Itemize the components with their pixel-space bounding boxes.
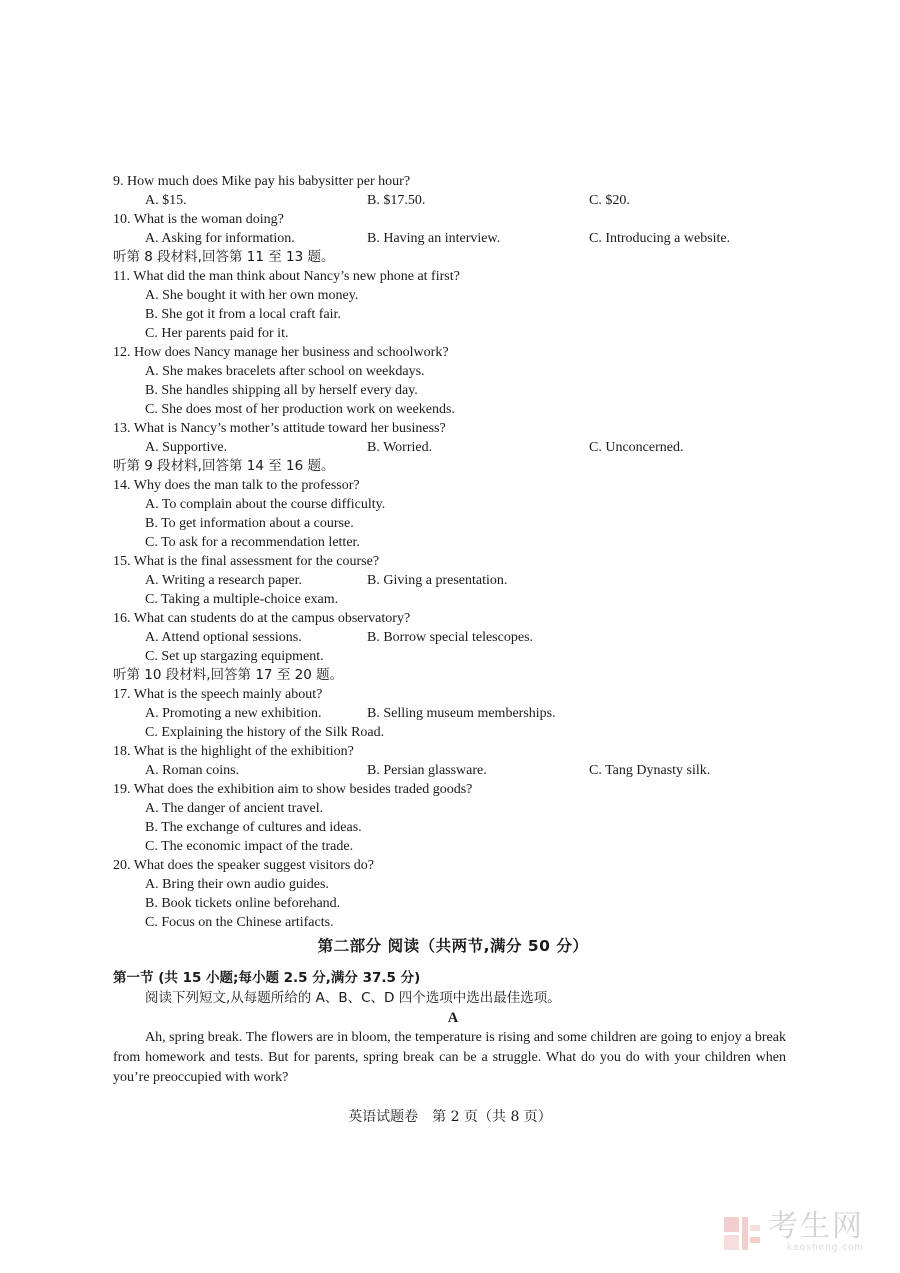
question-11-stem: 11. What did the man think about Nancy’s new phone at first? — [113, 269, 460, 284]
option-c: C. Unconcerned. — [589, 440, 684, 455]
option-a: A. The danger of ancient travel. — [145, 801, 324, 816]
option-a: A. Supportive. — [145, 440, 228, 455]
question-20-stem: 20. What does the speaker suggest visitors do? — [113, 858, 375, 873]
reading-instruction: 阅读下列短文,从每题所给的 A、B、C、D 四个选项中选出最佳选项。 — [145, 990, 561, 1006]
option-b: B. Having an interview. — [367, 231, 501, 246]
watermark-en: kaosheng.com — [786, 1242, 864, 1253]
question-13-options — [113, 438, 793, 457]
kaosheng-logo-icon — [722, 1213, 762, 1253]
option-c: C. $20. — [589, 193, 630, 208]
option-b: B. To get information about a course. — [145, 516, 354, 531]
question-9-options — [113, 191, 793, 210]
option-c: C. Introducing a website. — [589, 231, 731, 246]
question-19-stem: 19. What does the exhibition aim to show besides traded goods? — [113, 782, 473, 797]
option-a: A. She bought it with her own money. — [145, 288, 359, 303]
option-c: C. Taking a multiple-choice exam. — [145, 592, 339, 607]
option-b: B. $17.50. — [367, 193, 426, 208]
question-13-stem: 13. What is Nancy’s mother’s attitude toward her business? — [113, 421, 446, 436]
option-c: C. Set up stargazing equipment. — [145, 649, 324, 664]
question-12-stem: 12. How does Nancy manage her business and schoolwork? — [113, 345, 449, 360]
page-content — [113, 172, 793, 1088]
option-c: C. To ask for a recommendation letter. — [145, 535, 360, 550]
passage-paragraph: Ah, spring break. The flowers are in bloom, the temperature is rising and some children are going to enjoy a break from homework and tests. But for parents, spring break can be a struggle. What do you do with your children when you’re preoccupied with work? — [113, 1030, 786, 1085]
question-9-stem: 9. How much does Mike pay his babysitter per hour? — [113, 174, 411, 189]
question-14-stem: 14. Why does the man talk to the professor? — [113, 478, 360, 493]
option-a: A. Promoting a new exhibition. — [145, 706, 322, 721]
section-one-title: 第一节 (共 15 小题;每小题 2.5 分,满分 37.5 分) — [113, 970, 421, 986]
watermark — [722, 1209, 864, 1253]
option-a: A. She makes bracelets after school on weekdays. — [145, 364, 425, 379]
option-b: B. Giving a presentation. — [367, 573, 508, 588]
passage-label: A — [447, 1010, 459, 1026]
question-16-stem: 16. What can students do at the campus observatory? — [113, 611, 411, 626]
passage-a — [113, 1028, 786, 1088]
option-b: B. Persian glassware. — [367, 763, 487, 778]
option-c: C. Focus on the Chinese artifacts. — [145, 915, 334, 930]
option-a: A. Attend optional sessions. — [145, 630, 302, 645]
option-b: B. She got it from a local craft fair. — [145, 307, 341, 322]
option-c: C. Her parents paid for it. — [145, 326, 289, 341]
question-10-options — [113, 229, 793, 248]
option-a: A. To complain about the course difficulty. — [145, 497, 386, 512]
watermark-text — [768, 1209, 864, 1253]
part-two-title: 第二部分 阅读（共两节,满分 50 分） — [317, 937, 589, 955]
option-b: B. Borrow special telescopes. — [367, 630, 534, 645]
question-15-options-ab — [113, 571, 793, 590]
option-a: A. Bring their own audio guides. — [145, 877, 329, 892]
option-a: A. $15. — [145, 193, 187, 208]
option-b: B. Worried. — [367, 440, 433, 455]
page-footer: 英语试题卷 第 2 页（共 8 页） — [348, 1109, 552, 1125]
question-10-stem: 10. What is the woman doing? — [113, 212, 284, 227]
option-b: B. Book tickets online beforehand. — [145, 896, 341, 911]
question-18-stem: 18. What is the highlight of the exhibition? — [113, 744, 354, 759]
option-c: C. Tang Dynasty silk. — [589, 763, 711, 778]
question-16-options-ab — [113, 628, 793, 647]
option-b: B. She handles shipping all by herself every day. — [145, 383, 418, 398]
option-b: B. The exchange of cultures and ideas. — [145, 820, 362, 835]
option-c: C. The economic impact of the trade. — [145, 839, 354, 854]
option-b: B. Selling museum memberships. — [367, 706, 556, 721]
segment-10-heading: 听第 10 段材料,回答第 17 至 20 题。 — [113, 667, 344, 683]
segment-8-heading: 听第 8 段材料,回答第 11 至 13 题。 — [113, 249, 335, 265]
option-c: C. Explaining the history of the Silk Road. — [145, 725, 385, 740]
segment-9-heading: 听第 9 段材料,回答第 14 至 16 题。 — [113, 458, 335, 474]
question-18-options — [113, 761, 793, 780]
watermark-cn: 考生网 — [768, 1209, 864, 1244]
question-17-stem: 17. What is the speech mainly about? — [113, 687, 323, 702]
option-c: C. She does most of her production work on weekends. — [145, 402, 455, 417]
option-a: A. Writing a research paper. — [145, 573, 303, 588]
option-a: A. Roman coins. — [145, 763, 240, 778]
question-15-stem: 15. What is the final assessment for the course? — [113, 554, 380, 569]
option-a: A. Asking for information. — [145, 231, 295, 246]
question-17-options-ab — [113, 704, 793, 723]
